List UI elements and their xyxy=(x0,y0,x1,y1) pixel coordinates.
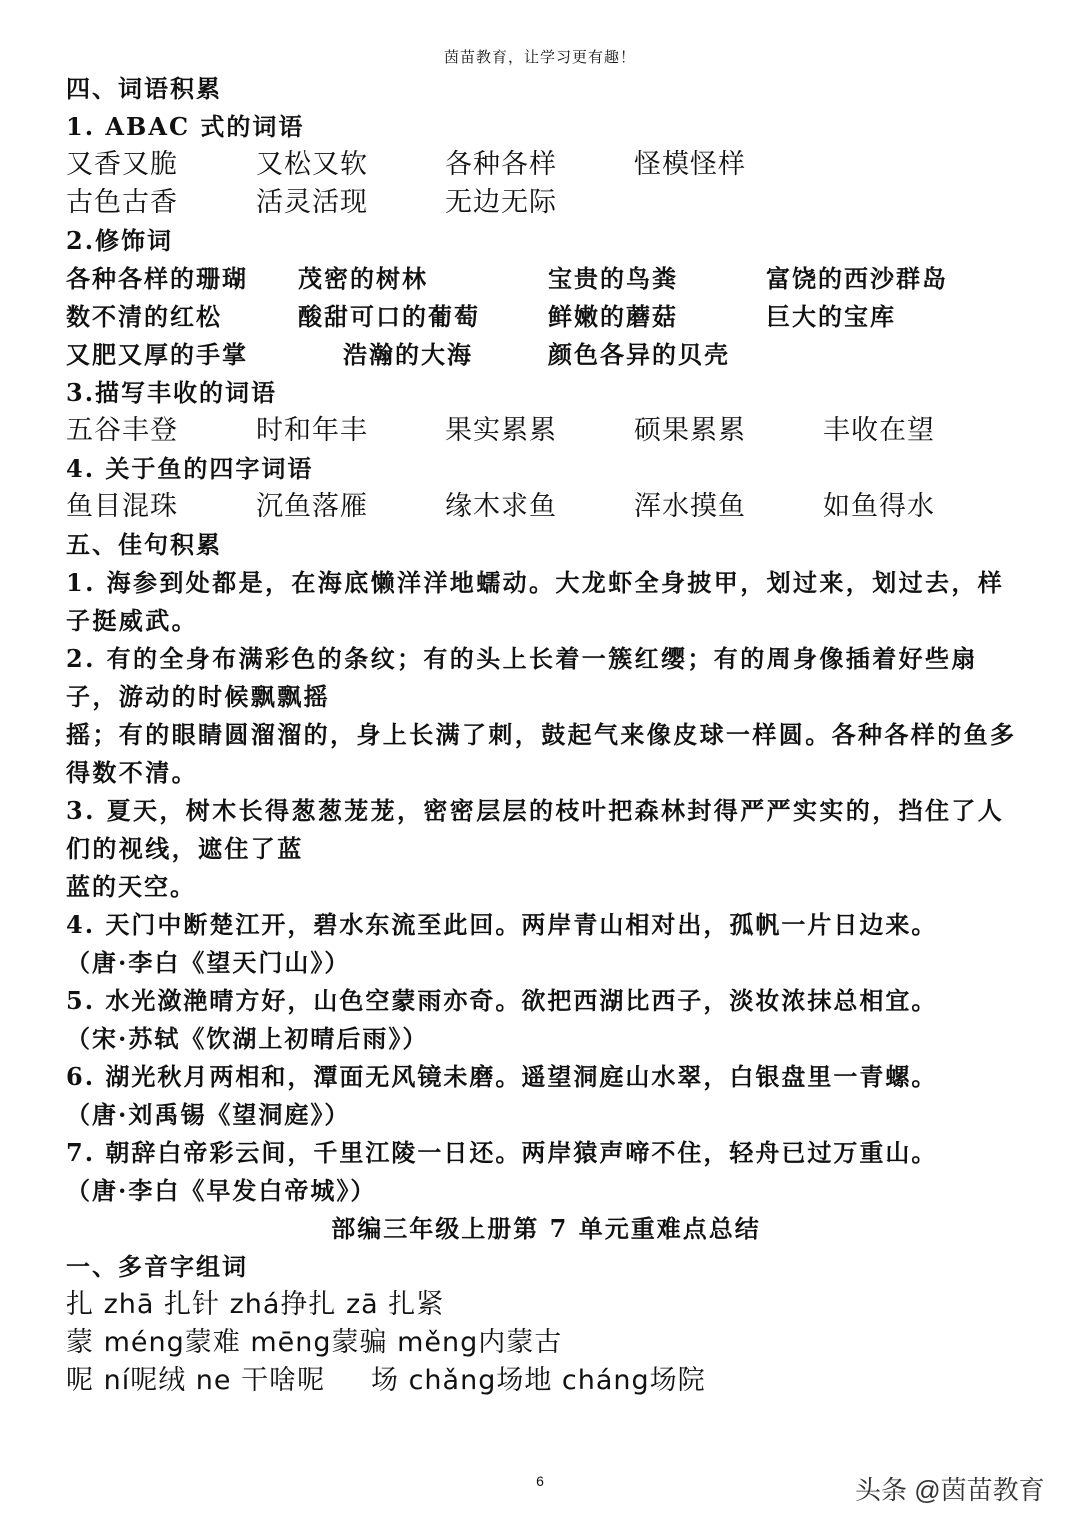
word: 五谷丰登 xyxy=(66,415,178,446)
unit-7-title: 部编三年级上册第 7 单元重难点总结 xyxy=(331,1214,761,1243)
word: 时和年丰 xyxy=(256,415,368,446)
word: 丰收在望 xyxy=(823,415,935,446)
polyphonic-row-2: 蒙 méng蒙难 mēng蒙骗 měng内蒙古 xyxy=(66,1327,563,1358)
polyphonic-chang: 场 chǎng场地 cháng场院 xyxy=(371,1365,706,1396)
poem-1-source: （唐·李白《望天门山》） xyxy=(66,948,351,977)
poem-4: 7. 朝辞白帝彩云间，千里江陵一日还。两岸猿声啼不住，轻舟已过万重山。 xyxy=(66,1138,938,1167)
page-header: 茵苗教育，让学习更有趣！ xyxy=(443,48,636,66)
document-body xyxy=(66,70,1026,1400)
word: 各种各样 xyxy=(445,149,557,180)
sentence-1: 1. 海参到处都是，在海底懒洋洋地蠕动。大龙虾全身披甲，划过来，划过去，样子挺威武。 xyxy=(66,568,1005,635)
word: 鲜嫩的蘑菇 xyxy=(548,302,678,331)
word: 缘木求鱼 xyxy=(445,491,557,522)
polyphonic-ni: 呢 ní呢绒 ne 干啥呢 xyxy=(66,1365,326,1396)
word: 鱼目混珠 xyxy=(66,491,178,522)
word: 古色古香 xyxy=(66,187,178,218)
word: 活灵活现 xyxy=(256,187,368,218)
word: 浩瀚的大海 xyxy=(343,340,473,369)
sentence-2-part-b: 摇；有的眼睛圆溜溜的，身上长满了刺，鼓起气来像皮球一样圆。各种各样的鱼多得数不清。 xyxy=(66,720,1017,787)
sentence-2-part-a: 2. 有的全身布满彩色的条纹；有的头上长着一簇红缨；有的周身像插着好些扇子，游动的时候飘飘摇 xyxy=(66,644,978,711)
watermark: 头条 @茵苗教育 xyxy=(855,1475,1045,1505)
poem-2: 5. 水光潋滟晴方好，山色空蒙雨亦奇。欲把西湖比西子，淡妆浓抹总相宜。 xyxy=(66,986,938,1015)
section-title-vocabulary: 四、词语积累 xyxy=(66,74,222,103)
sentence-3-part-b: 蓝的天空。 xyxy=(66,872,196,901)
word: 浑水摸鱼 xyxy=(634,491,746,522)
word-row xyxy=(66,412,1026,450)
poem-1: 4. 天门中断楚江开，碧水东流至此回。两岸青山相对出，孤帆一片日边来。 xyxy=(66,910,938,939)
subsection-title-modifiers: 2.修饰词 xyxy=(66,226,174,255)
subsection-title-harvest: 3.描写丰收的词语 xyxy=(66,378,278,407)
word: 又肥又厚的手掌 xyxy=(66,340,248,369)
word: 又松又软 xyxy=(256,149,368,180)
polyphonic-row-3 xyxy=(66,1362,1026,1400)
word-row xyxy=(66,488,1026,526)
word: 巨大的宝库 xyxy=(766,302,896,331)
poem-4-source: （唐·李白《早发白帝城》） xyxy=(66,1176,377,1205)
word-row xyxy=(66,146,1026,184)
word: 硕果累累 xyxy=(634,415,746,446)
subsection-title-abac: 1. ABAC 式的词语 xyxy=(66,112,305,141)
sentence-3-part-a: 3. 夏天，树木长得葱葱茏茏，密密层层的枝叶把森林封得严严实实的，挡住了人们的视线，遮住了蓝 xyxy=(66,796,1005,863)
word: 如鱼得水 xyxy=(823,491,935,522)
word: 沉鱼落雁 xyxy=(256,491,368,522)
word: 果实累累 xyxy=(445,415,557,446)
word-row xyxy=(66,336,1026,374)
word: 数不清的红松 xyxy=(66,302,222,331)
word-row xyxy=(66,184,1026,222)
word: 酸甜可口的葡萄 xyxy=(298,302,480,331)
word: 颜色各异的贝壳 xyxy=(548,340,730,369)
polyphonic-row-1: 扎 zhā 扎针 zhá挣扎 zā 扎紧 xyxy=(66,1289,445,1320)
section-title-polyphonic: 一、多音字组词 xyxy=(66,1252,248,1281)
subsection-title-fish: 4. 关于鱼的四字词语 xyxy=(66,454,314,483)
poem-3: 6. 湖光秋月两相和，潭面无风镜未磨。遥望洞庭山水翠，白银盘里一青螺。 xyxy=(66,1062,938,1091)
section-title-sentences: 五、佳句积累 xyxy=(66,530,222,559)
poem-2-source: （宋·苏轼《饮湖上初晴后雨》） xyxy=(66,1024,429,1053)
word: 无边无际 xyxy=(445,187,557,218)
word-row xyxy=(66,260,1026,298)
word: 怪模怪样 xyxy=(634,149,746,180)
word: 又香又脆 xyxy=(66,149,178,180)
word: 各种各样的珊瑚 xyxy=(66,264,248,293)
word: 富饶的西沙群岛 xyxy=(766,264,948,293)
word: 茂密的树林 xyxy=(298,264,428,293)
word: 宝贵的鸟粪 xyxy=(548,264,678,293)
poem-3-source: （唐·刘禹锡《望洞庭》） xyxy=(66,1100,351,1129)
page-number: 6 xyxy=(536,1473,544,1489)
word-row xyxy=(66,298,1026,336)
